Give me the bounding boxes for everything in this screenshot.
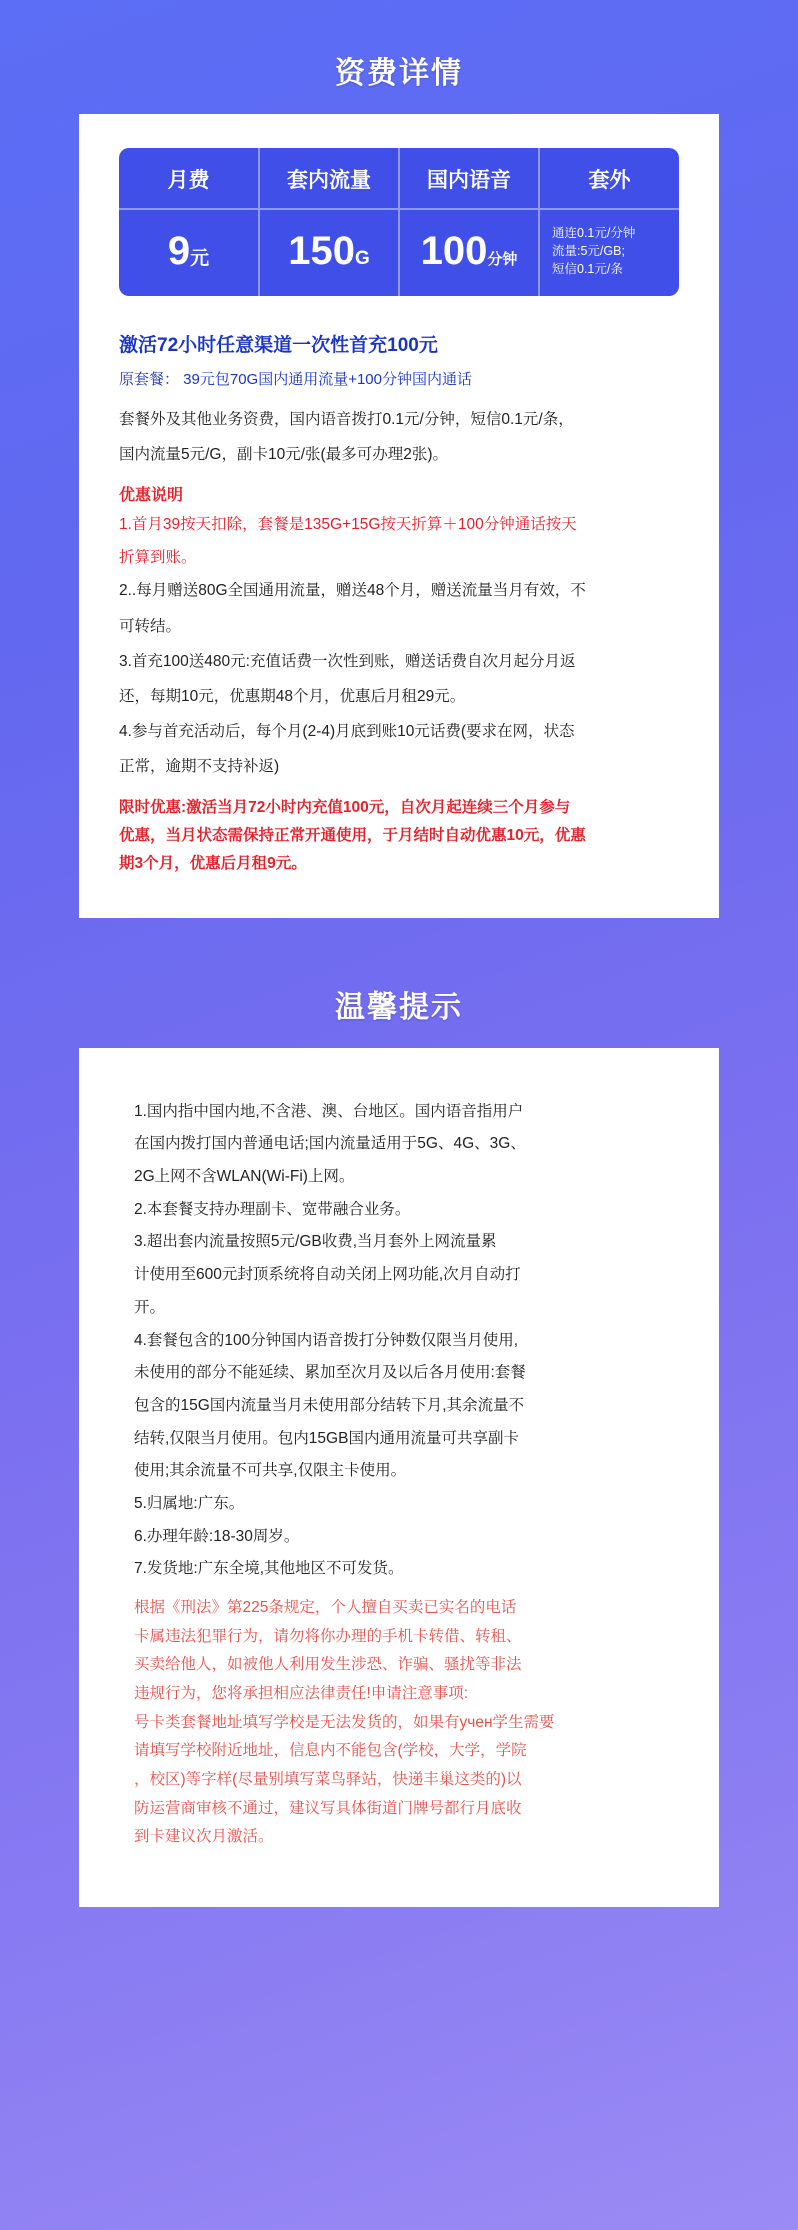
section-spacer	[0, 918, 798, 964]
tip-line-12: 使用;其余流量不可共享,仅限主卡使用。	[134, 1462, 407, 1480]
tip-red-line-4: 违规行为，您将承担相应法律责任!申请注意事项:	[134, 1684, 469, 1702]
tip-red-line-9: 到卡建议次月激活。	[134, 1828, 274, 1846]
tip-red-line-6: 请填写学校附近地址，信息内不能包含(学校，大学，学院	[134, 1742, 527, 1760]
tip-line-13: 5.归属地:广东。	[134, 1494, 245, 1512]
price-table-header-row	[119, 148, 679, 209]
tip-red-line-7: ，校区)等字样(尽量别填写菜鸟驿站，快递丰巢这类的)以	[134, 1770, 522, 1788]
price-cell-voice	[399, 209, 539, 296]
tip-line-5: 3.超出套内流量按照5元/GB收费,当月套外上网流量累	[134, 1233, 497, 1251]
promo-item-3b: 还，每期10元，优惠期48个月，优惠后月租29元。	[119, 687, 466, 705]
original-plan-text: 原套餐： 39元包70G国内通用流量+100分钟国内通话	[119, 371, 472, 389]
promo-item-4a: 4.参与首充活动后，每个月(2-4)月底到账10元话费(要求在网，状态	[119, 722, 575, 740]
promo-item-3a: 3.首充100送480元:充值话费一次性到账，赠送话费自次月起分月返	[119, 652, 576, 670]
data-unit: G	[354, 248, 370, 270]
tip-line-9: 未使用的部分不能延续、累加至次月及以后各月使用:套餐	[134, 1364, 526, 1382]
tips-card	[79, 1048, 719, 1907]
tip-line-15: 7.发货地:广东全境,其他地区不可发货。	[134, 1560, 404, 1578]
tip-line-14: 6.办理年龄:18-30周岁。	[134, 1527, 300, 1545]
limited-offer-line-1: 限时优惠:激活当月72小时内充值100元，自次月起连续三个月参与	[119, 799, 571, 817]
tip-red-line-8: 防运营商审核不通过，建议写具体街道门牌号都行月底收	[134, 1799, 522, 1817]
page-bottom-spacer	[0, 1907, 798, 1967]
promo-item-4b: 正常，逾期不支持补返)	[119, 758, 280, 775]
page-title-fee-detail: 资费详情	[335, 57, 463, 90]
price-table-header-data: 套内流量	[259, 148, 399, 209]
fee-detail-card	[79, 114, 719, 918]
voice-unit: 分钟	[487, 251, 518, 269]
limited-offer-line-3: 期3个月，优惠后月租9元。	[119, 854, 307, 872]
tip-line-4: 2.本套餐支持办理副卡、宽带融合业务。	[134, 1200, 411, 1218]
price-cell-monthly-fee	[119, 209, 259, 296]
promo-item-2b: 可转结。	[119, 617, 182, 635]
promo-section-title: 优惠说明	[119, 487, 184, 505]
monthly-fee-value: 9	[167, 229, 191, 274]
price-table-header-monthly-fee: 月费	[119, 148, 259, 209]
tip-line-10: 包含的15G国内流量当月未使用部分结转下月,其余流量不	[134, 1396, 525, 1414]
tip-line-11: 结转,仅限当月使用。包内15GB国内通用流量可共享副卡	[134, 1429, 519, 1447]
extra-fee-line-sms: 短信0.1元/条	[552, 262, 623, 277]
tip-line-7: 开。	[134, 1298, 166, 1316]
tip-line-6: 计使用至600元封顶系统将自动关闭上网功能,次月自动打	[134, 1266, 521, 1284]
price-table	[119, 148, 679, 296]
price-table-header-voice: 国内语音	[399, 148, 539, 209]
rule-line-1: 套餐外及其他业务资费，国内语音拨打0.1元/分钟，短信0.1元/条，	[119, 410, 574, 428]
extra-fee-line-voice: 通连0.1元/分钟	[552, 226, 636, 240]
promo-item-1a: 1.首月39按天扣除，套餐是135G+15G按天折算＋100分钟通话按天	[119, 516, 577, 534]
tip-red-line-5: 号卡类套餐地址填写学校是无法发货的，如果有учен学生需要	[134, 1713, 555, 1731]
promo-item-2a: 2..每月赠送80G全国通用流量，赠送48个月，赠送流量当月有效，不	[119, 582, 586, 600]
tip-red-line-2: 卡属违法犯罪行为，请勿将你办理的手机卡转借、转租、	[134, 1627, 522, 1645]
extra-fee-list	[540, 224, 679, 278]
page-title-tips: 温馨提示	[335, 990, 463, 1024]
tip-line-2: 在国内拨打国内普通电话;国内流量适用于5G、4G、3G、	[134, 1135, 526, 1153]
limited-offer-line-2: 优惠，当月状态需保持正常开通使用，于月结时自动优惠10元，优惠	[119, 827, 586, 845]
tip-red-line-3: 买卖给他人，如被他人利用发生涉恐、诈骗、骚扰等非法	[134, 1656, 522, 1674]
tip-line-1: 1.国内指中国内地,不含港、澳、台地区。国内语音指用户	[134, 1102, 524, 1120]
promo-item-1b: 折算到账。	[119, 549, 197, 567]
tip-line-3: 2G上网不含WLAN(Wi-Fi)上网。	[134, 1168, 355, 1186]
voice-value: 100	[420, 229, 488, 274]
data-value: 150	[288, 229, 355, 274]
activation-headline: 激活72小时任意渠道一次性首充100元	[119, 335, 438, 357]
price-cell-data	[259, 209, 399, 296]
rule-line-2: 国内流量5元/G，副卡10元/张(最多可办理2张)。	[119, 446, 448, 463]
tip-red-line-1: 根据《刑法》第225条规定，个人擅自买卖已实名的电话	[134, 1598, 517, 1616]
extra-fee-line-data: 流量:5元/GB;	[552, 244, 625, 259]
price-cell-extra	[539, 209, 679, 296]
price-table-value-row	[119, 209, 679, 296]
tip-line-8: 4.套餐包含的100分钟国内语音拨打分钟数仅限当月使用,	[134, 1331, 519, 1349]
price-table-header-extra: 套外	[539, 148, 679, 209]
monthly-fee-unit: 元	[190, 248, 210, 270]
